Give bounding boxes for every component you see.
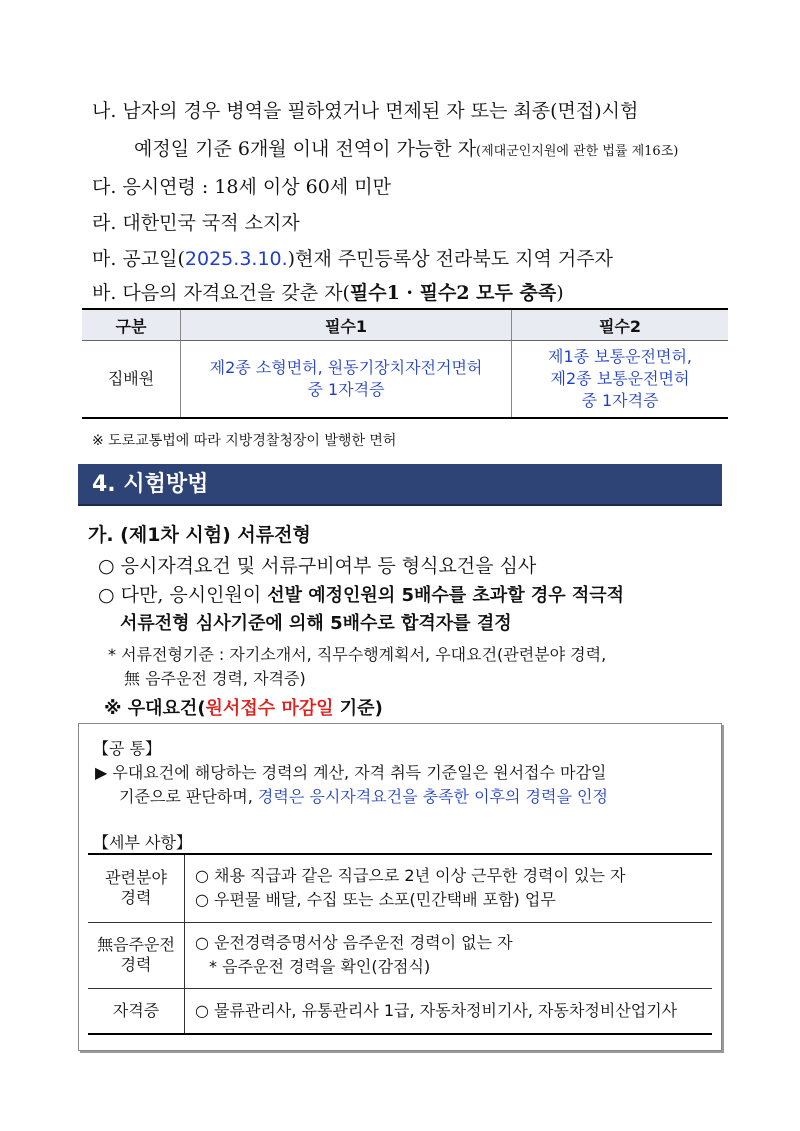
section-title: 4. 시험방법 bbox=[78, 464, 722, 506]
table-row bbox=[88, 922, 712, 988]
stage1-bullet1: ○ 응시자격요건 및 서류구비여부 등 형식요건을 심사 bbox=[98, 555, 537, 577]
label-line2: 경력 bbox=[120, 888, 152, 908]
item-ma-prefix: 마. 공고일( bbox=[92, 248, 185, 270]
item-na-line2 bbox=[134, 134, 678, 161]
screening-criteria-line1: * 서류전형기준 : 자기소개서, 직무수행계획서, 우대요건(관련분야 경력, bbox=[108, 645, 607, 664]
required1-line1: 제2종 소형면허, 원동기장치자전거면허 bbox=[209, 358, 483, 377]
stage1-bullet2-bold: 선발 예정인원의 5배수를 초과할 경우 적극적 bbox=[267, 585, 625, 606]
item-ba-requirement: 필수1 · 필수2 모두 충족 bbox=[349, 282, 557, 304]
common-title: 【공 통】 bbox=[93, 739, 161, 758]
label-line1: 無음주운전 bbox=[97, 935, 175, 954]
content-line2: ○ 우편물 배달, 수집 또는 소포(민간택배 포함) 업무 bbox=[195, 890, 556, 910]
table-row bbox=[88, 988, 712, 1034]
header-category: 구분 bbox=[82, 309, 181, 341]
item-ma bbox=[92, 244, 613, 271]
item-na-text: 예정일 기준 6개월 이내 전역이 가능한 자 bbox=[134, 138, 476, 160]
detail-label-license: 자격증 bbox=[88, 988, 185, 1034]
required2-line1: 제1종 보통운전면허, bbox=[548, 347, 692, 366]
header-required1: 필수1 bbox=[181, 309, 512, 341]
common-line2-highlight: 경력은 응시자격요건을 충족한 이후의 경력을 인정 bbox=[257, 787, 608, 806]
item-ra: 라. 대한민국 국적 소지자 bbox=[92, 212, 300, 234]
table-row bbox=[88, 854, 712, 922]
required2-line3: 중 1자격증 bbox=[581, 391, 659, 410]
item-da: 다. 응시연령 : 18세 이상 60세 미만 bbox=[92, 176, 391, 198]
detail-label-no-dui bbox=[88, 922, 185, 988]
item-na-line1: 나. 남자의 경우 병역을 필하였거나 면제된 자 또는 최종(면접)시험 bbox=[92, 100, 639, 122]
content-line1: ○ 운전경력증명서상 음주운전 경력이 없는 자 bbox=[195, 933, 513, 952]
item-ma-suffix: )현재 주민등록상 전라북도 지역 거주자 bbox=[287, 248, 613, 270]
preference-heading bbox=[104, 694, 383, 720]
detail-content-no-dui bbox=[185, 922, 713, 988]
detail-content-experience bbox=[185, 854, 713, 922]
content-line2: * 음주운전 경력을 확인(감점식) bbox=[209, 957, 431, 976]
item-ba bbox=[92, 278, 564, 305]
detail-table bbox=[88, 853, 712, 1035]
cell-category: 집배원 bbox=[82, 341, 181, 419]
common-line1: ▶ 우대요건에 해당하는 경력의 계산, 자격 취득 기준일은 원서접수 마감일 bbox=[95, 763, 607, 782]
item-ba-prefix: 바. 다음의 자격요건을 갖춘 자( bbox=[92, 282, 350, 304]
required1-line2: 중 1자격증 bbox=[307, 380, 385, 399]
cell-required2 bbox=[512, 341, 729, 419]
requirements-table-header bbox=[82, 309, 728, 341]
detail-label-experience bbox=[88, 854, 185, 922]
header-required2: 필수2 bbox=[512, 309, 729, 341]
screening-criteria-line2: 無 음주운전 경력, 자격증) bbox=[124, 669, 306, 688]
item-na-reference: (제대군인지원에 관한 법률 제16조) bbox=[476, 144, 679, 159]
common-line2-prefix: 기준으로 판단하며, bbox=[119, 787, 258, 806]
detail-content-license: ○ 물류관리사, 유통관리사 1급, 자동차정비기사, 자동차정비산업기사 bbox=[185, 988, 713, 1034]
required2-line2: 제2종 보통운전면허 bbox=[550, 369, 690, 388]
table-row bbox=[82, 341, 728, 419]
stage1-title: 가. (제1차 시험) 서류전형 bbox=[88, 524, 311, 546]
announcement-date: 2025.3.10. bbox=[184, 248, 288, 270]
cell-required1 bbox=[181, 341, 512, 419]
preference-deadline: 원서접수 마감일 bbox=[205, 698, 334, 719]
preference-prefix: ※ 우대요건( bbox=[104, 698, 206, 719]
label-line1: 관련분야 bbox=[105, 868, 167, 888]
preference-suffix: 기준) bbox=[333, 698, 383, 719]
item-ba-suffix: ) bbox=[556, 282, 564, 304]
detail-title: 【세부 사항】 bbox=[93, 833, 192, 852]
common-line2 bbox=[119, 784, 608, 807]
license-note: ※ 도로교통법에 따라 지방경찰청장이 발행한 면허 bbox=[92, 433, 397, 449]
label-line2: 경력 bbox=[120, 955, 152, 974]
stage1-bullet2-prefix: ○ 다만, 응시인원이 bbox=[98, 584, 268, 606]
stage1-bullet2-cont: 서류전형 심사기준에 의해 5배수로 합격자를 결정 bbox=[120, 613, 512, 634]
stage1-bullet2 bbox=[98, 580, 624, 607]
requirements-table bbox=[82, 308, 728, 419]
content-line1: ○ 채용 직급과 같은 직급으로 2년 이상 근무한 경력이 있는 자 bbox=[195, 866, 626, 886]
